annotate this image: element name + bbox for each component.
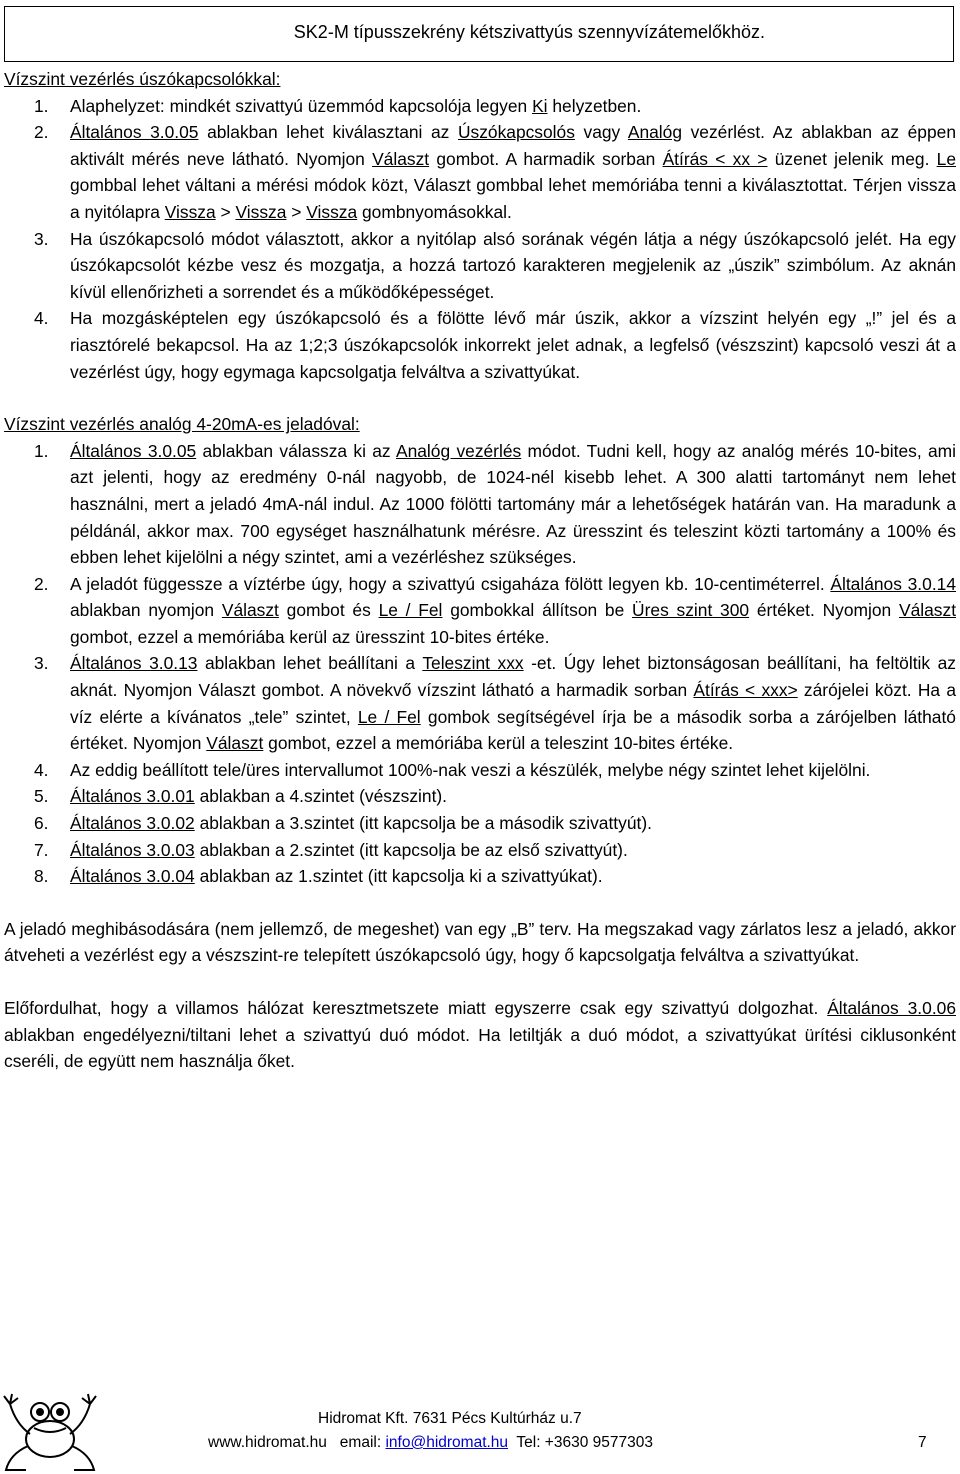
spacer [4, 890, 956, 916]
underlined-term: Úszókapcsolós [457, 122, 575, 143]
list-item [4, 305, 956, 385]
text-run: vezérlést. Az ablakban az éppen aktivált mérés neve látható. Nyomjon [70, 122, 956, 169]
text-run: ablakban nyomjon [70, 600, 222, 621]
item-number: 4. [34, 759, 49, 780]
spacer [4, 969, 956, 995]
item-number: 2. [34, 122, 49, 143]
item-text [70, 571, 956, 651]
text-run: üzenet jelenik meg. [767, 148, 937, 169]
item-number: 4. [34, 308, 49, 329]
item-text [70, 119, 956, 225]
underlined-term: Üres szint 300 [632, 600, 750, 621]
item-text [70, 837, 956, 864]
item-number: 8. [34, 866, 49, 887]
section-heading-analog: Vízszint vezérlés analóg 4-20mA-es jeladóval: [4, 414, 360, 435]
text-run: gombot és [278, 600, 379, 621]
page-header [4, 6, 954, 62]
footer-web: www.hidromat.hu [208, 1434, 327, 1451]
underlined-term: Választ [899, 600, 957, 621]
underlined-term: Vissza [164, 201, 216, 222]
item-number: 1. [34, 440, 49, 461]
item-text [70, 810, 956, 837]
text-run: ablakban lehet beállítani a [197, 653, 423, 674]
underlined-term: Általános 3.0.06 [827, 998, 956, 1018]
list-item [4, 650, 956, 756]
list-item [4, 810, 956, 837]
list-item [4, 837, 956, 864]
underlined-term: Átírás < xx > [662, 148, 768, 169]
list-item [4, 571, 956, 651]
page-number: 7 [918, 1434, 927, 1451]
item-number: 3. [34, 653, 49, 674]
underlined-term: Ki [532, 95, 548, 116]
underlined-term: Analóg vezérlés [395, 440, 522, 461]
item-text: Ha úszókapcsoló módot választott, akkor a nyitólap alsó sorának végén látja a négy úszókapcsoló jelét. Ha egy úszókapcsolót kézbe vesz és mozgatja, a hozzá tartozó karakteren megjelenik az „úszik” szimbólum. Az aknán kívül ellenőrizheti a sorrendet és a működőképességet. [70, 228, 956, 302]
item-number: 5. [34, 786, 49, 807]
underlined-term: Általános 3.0.03 [70, 839, 195, 860]
item-text [70, 93, 956, 120]
text-run: gombnyomásokkal. [357, 201, 512, 222]
list-item [4, 93, 956, 120]
section-heading-float: Vízszint vezérlés úszókapcsolókkal: [4, 69, 281, 89]
email-link[interactable]: info@hidromat.hu [385, 1434, 509, 1451]
text-run: Alaphelyzet: mindkét szivattyú üzemmód kapcsolója legyen [70, 95, 533, 116]
underlined-term: Általános 3.0.14 [830, 573, 956, 594]
header-title: SK2-M típusszekrény kétszivattyús szennyvízátemelőkhöz. [293, 22, 765, 42]
item-number: 6. [34, 813, 49, 834]
list-item [4, 119, 956, 225]
text-run: > [215, 201, 236, 222]
text-run: ablakban válassza ki az [196, 440, 396, 461]
underlined-term: Vissza [306, 201, 358, 222]
underlined-term: Általános 3.0.01 [70, 786, 195, 807]
list-item [4, 863, 956, 890]
text-run: értéket. Nyomjon [749, 600, 899, 621]
list-item [4, 438, 956, 571]
underlined-term: Le / Fel [378, 600, 443, 621]
underlined-term: Analóg [627, 122, 683, 143]
underlined-term: Általános 3.0.13 [70, 653, 198, 674]
list-item [4, 783, 956, 810]
text-run: zárójelei közt. Ha a víz elérte a kívánatos „tele” szintet, [70, 680, 956, 727]
underlined-term: Választ [221, 600, 279, 621]
text-run: gombot. A harmadik sorban [429, 148, 663, 169]
page-footer [0, 1380, 960, 1474]
underlined-term: Általános 3.0.04 [70, 866, 195, 887]
underlined-term: Általános 3.0.02 [70, 813, 195, 834]
underlined-term: Teleszint xxx [422, 653, 524, 674]
underlined-term: Vissza [235, 201, 287, 222]
text-run: módot. Tudni kell, hogy az analóg mérés 10-bites, ami azt jelenti, hogy az eredmény 0-nál nagyobb, de 1024-nél kisebb lehet. A 300 alatti tartományt nem lehet használni, mert a jeladó 4mA-nál indul. Az 1000 fölötti tartomány már a lehetőségek határán van. Ha maradunk a példánál, akkor max. 700 egységet használhatunk mérésre. Az üresszint és teleszint közti tartomány a 100% és ebben lehet kijelölni a négy szintet, ami a vezérléshez szükséges. [70, 440, 956, 568]
item-text: Az eddig beállított tele/üres intervallumot 100%-nak veszi a készülék, melybe négy szintet lehet kijelölni. [70, 759, 871, 780]
paragraph-duo-mode [4, 995, 956, 1075]
underlined-term: Választ [206, 733, 264, 754]
footer-tel: Tel: +3630 9577303 [508, 1434, 653, 1451]
text-run: ablakban engedélyezni/tiltani lehet a szivattyú duó módot. Ha letiltják a duó módot, a szivattyúkat ürítési ciklusonként cseréli, de együtt nem használja őket. [4, 1024, 956, 1072]
text-run: helyzetben. [547, 95, 642, 116]
text-run: gombok segítségével írja be a második sorba a zárójelben látható értéket. Nyomjon [70, 706, 956, 754]
footer-address: Hidromat Kft. 7631 Pécs Kultúrház u.7 [318, 1410, 582, 1427]
text-run: gombot, ezzel a memóriába kerül a teleszint 10-bites értéke. [263, 733, 734, 754]
text-run: A jeladót függessze a víztérbe úgy, hogy a szivattyú csigaháza fölött legyen kb. 10-centiméterrel. [70, 573, 831, 594]
item-text [70, 783, 956, 810]
item-text [70, 438, 956, 571]
item-number: 7. [34, 839, 49, 860]
item-number: 3. [34, 228, 49, 249]
item-text [70, 863, 956, 890]
underlined-term: Általános 3.0.05 [70, 440, 197, 461]
item-number: 2. [34, 573, 49, 594]
text-run: -et. Úgy lehet biztonságosan beállítani, ha feltöltik az aknát. Nyomjon Választ gombot. A növekvő vízszint látható a harmadik sorban [70, 653, 957, 701]
text-run: gombokkal állítson be [442, 600, 633, 621]
text-run: ablakban a 3.szintet (itt kapcsolja be a második szivattyút). [194, 813, 652, 834]
text-run: vagy [574, 122, 628, 143]
item-text [70, 650, 956, 756]
spacer [4, 385, 956, 411]
underlined-term: Átírás < xxx> [693, 680, 798, 701]
list-item [4, 757, 956, 784]
document-body [4, 66, 956, 1075]
paragraph-plan-b: A jeladó meghibásodására (nem jellemző, de megeshet) van egy „B” terv. Ha megszakad vagy zárlatos lesz a jeladó, akkor átveheti a vezérlést egy a vészszint-re telepített úszókapcsoló úgy, hogy ő kapcsolgatja felváltva a szivattyúkat. [4, 918, 956, 966]
text-run: gombbal lehet váltani a mérési módok közt, Választ gombbal lehet memóriába tenni a kiválasztottat. Térjen vissza a nyitólapra [70, 175, 956, 222]
list-item [4, 226, 956, 306]
text-run: ablakban a 2.szintet (itt kapcsolja be az első szivattyút). [194, 839, 628, 860]
text-run: ablakban lehet kiválasztani az [198, 122, 458, 143]
text-run: ablakban a 4.szintet (vészszint). [194, 786, 448, 807]
footer-contact [208, 1434, 653, 1452]
underlined-term: Le [936, 148, 956, 169]
frog-logo-icon [0, 1384, 100, 1474]
underlined-term: Le / Fel [357, 706, 421, 727]
item-number: 1. [34, 95, 49, 116]
text-run: Előfordulhat, hogy a villamos hálózat keresztmetszete miatt egyszerre csak egy szivattyú dolgozhat. [4, 998, 828, 1018]
item-text: Ha mozgásképtelen egy úszókapcsoló és a fölötte lévő már úszik, akkor a vízszint helyén egy „!” jel és a riasztórelé bekapcsol. Ha az 1;2;3 úszókapcsolók inkorrekt jelet adnak, a legfelső (vészszint) kapcsoló veszi át a vezérlést úgy, hogy egymaga kapcsolgatja felváltva a szivattyúkat. [70, 308, 956, 382]
text-run: gombot, ezzel a memóriába kerül az üresszint 10-bites értéke. [70, 626, 550, 647]
text-run: ablakban az 1.szintet (itt kapcsolja ki a szivattyúkat). [194, 866, 603, 887]
footer-email-label: email: [326, 1434, 386, 1451]
underlined-term: Választ [372, 148, 430, 169]
underlined-term: Általános 3.0.05 [70, 122, 199, 143]
text-run: > [286, 201, 307, 222]
